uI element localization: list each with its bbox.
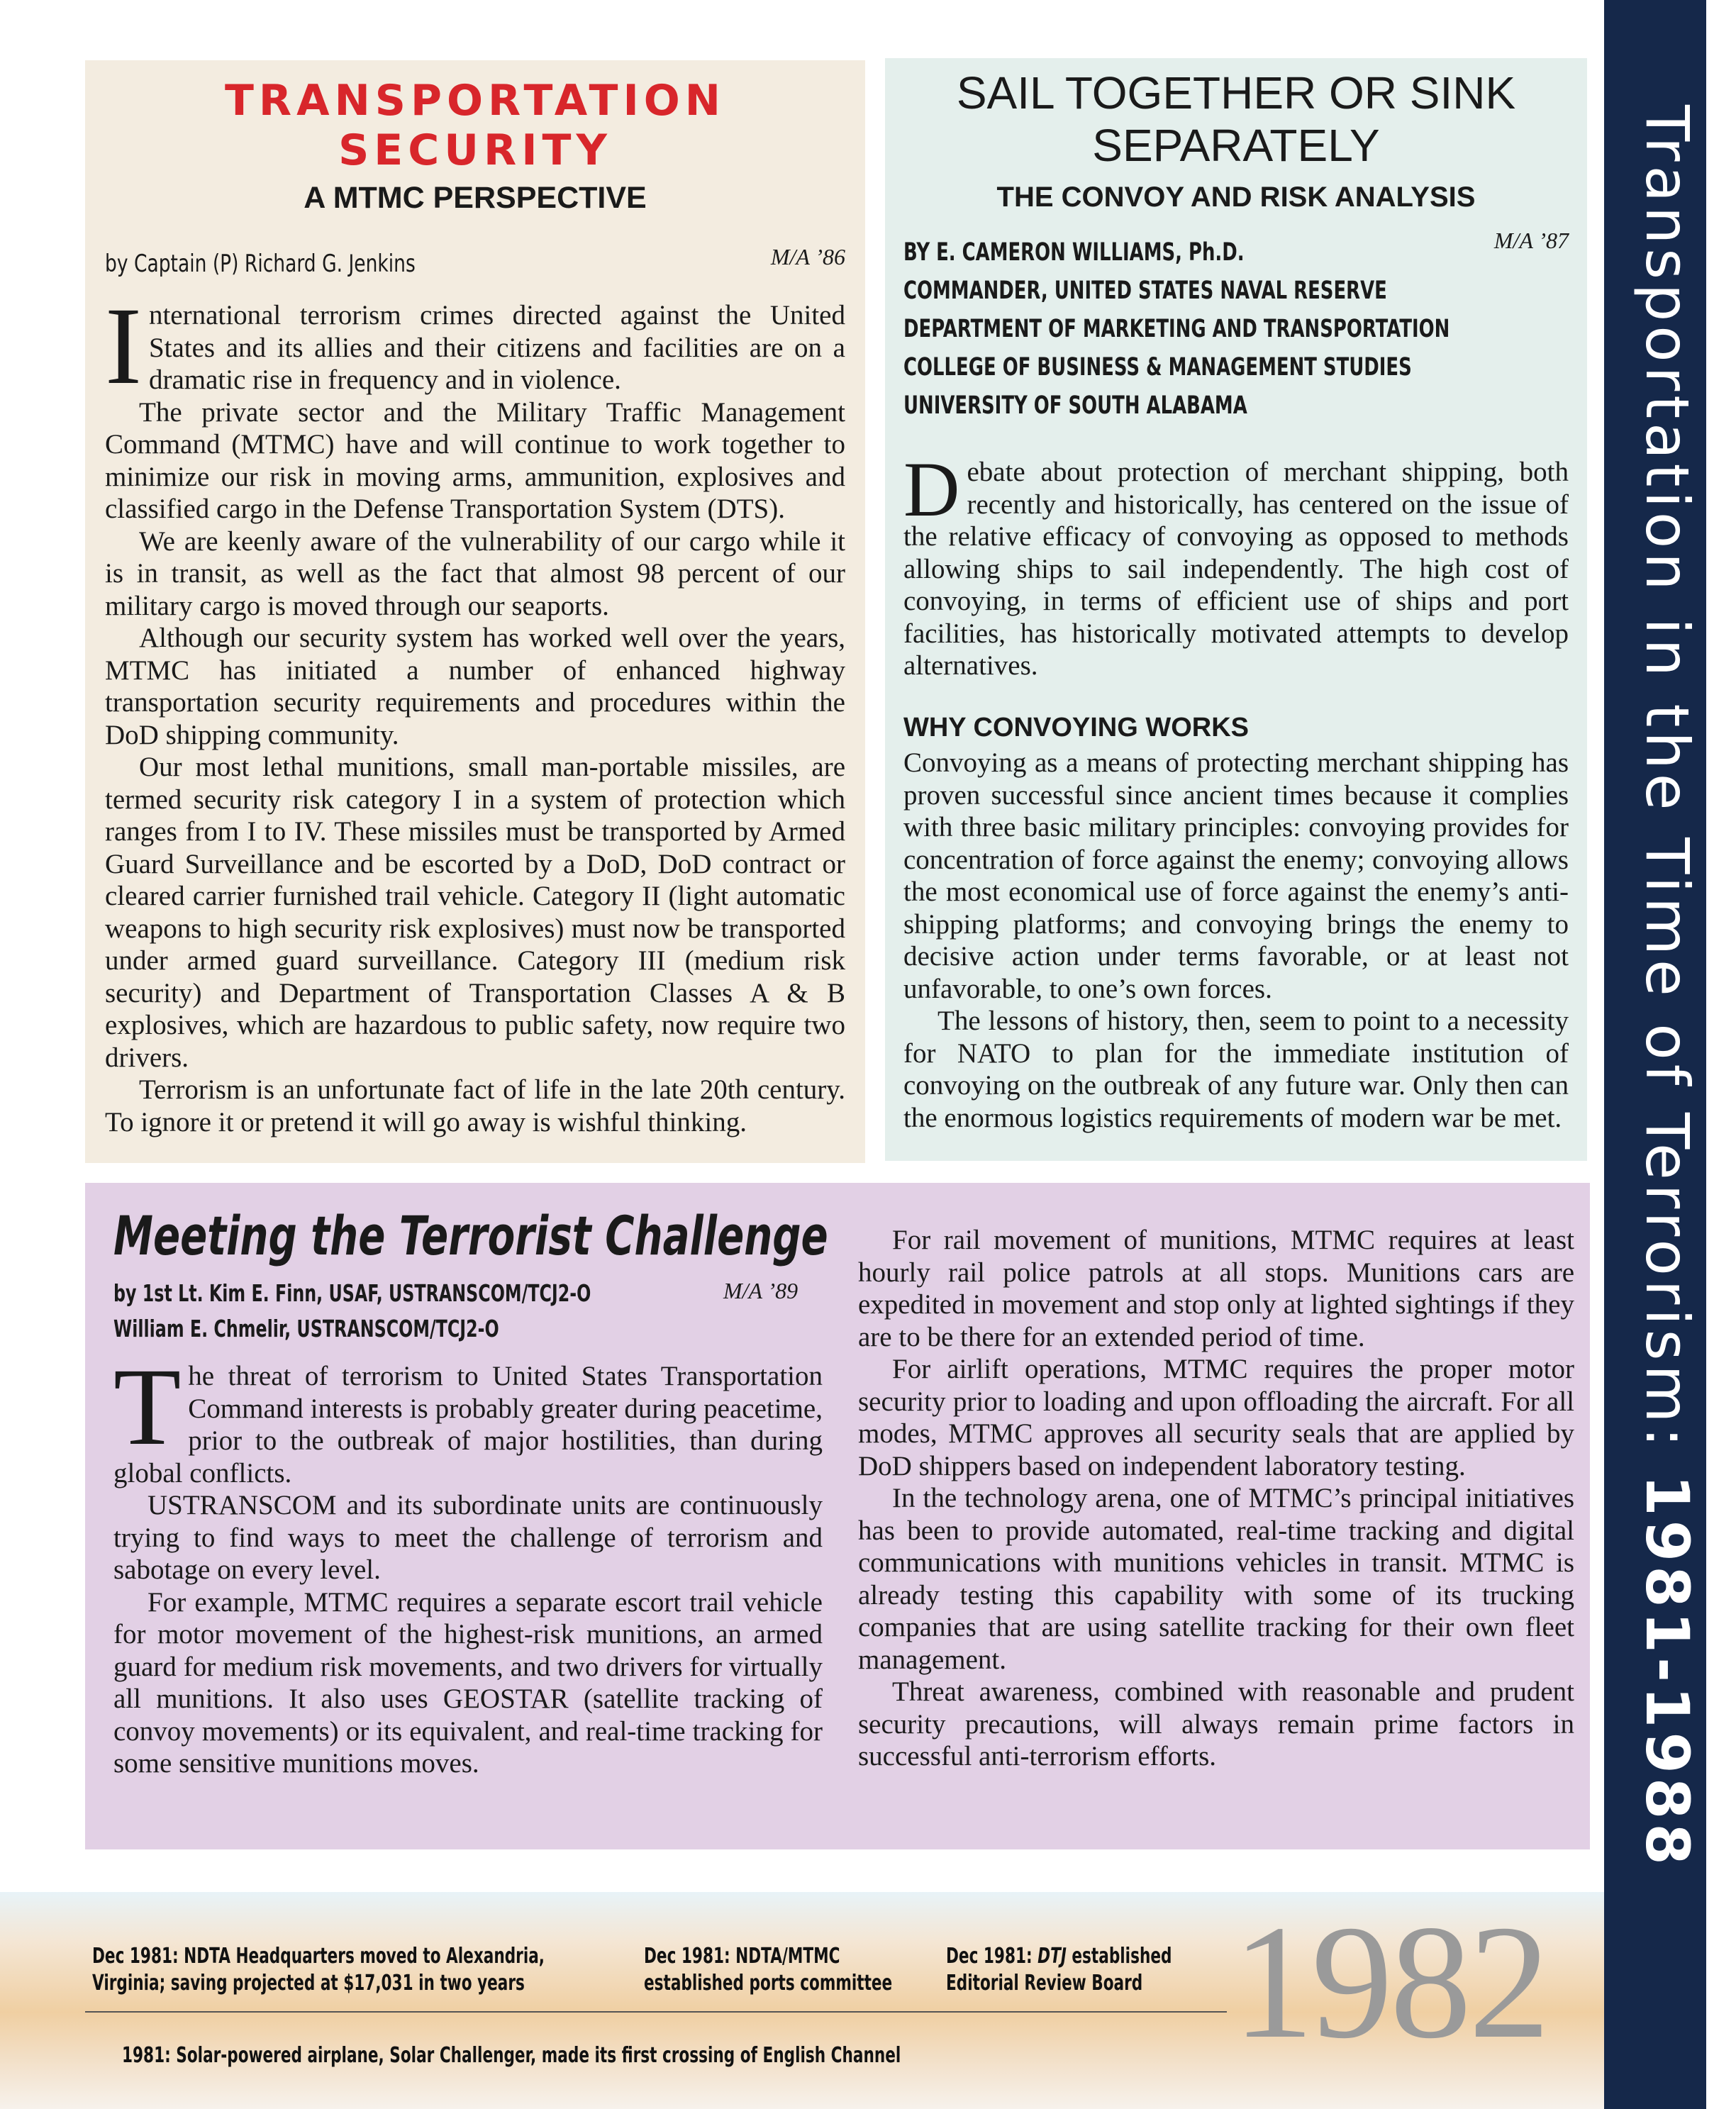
article-title: Meeting the Terrorist Challenge (113, 1204, 828, 1267)
section-title-text: Transportation in the Time of Terrorism: (1632, 105, 1702, 1475)
paragraph: For rail movement of munitions, MTMC requires at least hourly rail police patrols at all stops. Munitions cars are expedited in movement and stop only at lighted sightings if they are to be there for an extended period of time. (858, 1225, 1574, 1352)
author-credits (903, 228, 1569, 425)
article-transportation-security (85, 60, 865, 1163)
timeline-entry: Dec 1981: NDTA/MTMC established ports committee (644, 1944, 893, 1996)
paragraph: The private sector and the Military Traffic Management Command (MTMC) have and will continue to work together to minimize our risk in moving arms, ammunition, explosives and classified cargo in the Defense Transportation System (DTS). (105, 396, 845, 524)
article-column-left (113, 1345, 823, 1780)
article-byline: by 1st Lt. Kim E. Finn, USAF, USTRANSCOM/TCJ2-O (113, 1279, 591, 1307)
section-title (1632, 105, 1702, 1869)
article-subtitle: THE CONVOY AND RISK ANALYSIS (996, 182, 1476, 213)
article-body (903, 446, 1569, 1134)
drop-cap: D (903, 446, 960, 533)
article-title: TRANSPORTATION SECURITY (225, 76, 725, 175)
paragraph: Threat awareness, combined with reasonable and prudent security precautions, will always remain prime factors in successful anti-terrorism efforts. (858, 1676, 1574, 1771)
section-years: 1981-1988 (1632, 1474, 1702, 1869)
paragraph: In the technology arena, one of MTMC’s principal initiatives has been to provide automated, real-time tracking and digital communications with munitions vehicles in transit. MTMC is already testing this capability with some of its trucking companies that are using satellite tracking for their own fleet management. (858, 1483, 1574, 1675)
drop-cap: T (113, 1345, 182, 1468)
issue-date: M/A ’86 (770, 244, 845, 269)
title-line: SAIL TOGETHER OR SINK (956, 67, 1516, 118)
title-line: SEPARATELY (1092, 120, 1380, 171)
paragraph: International terrorism crimes directed against the United States and its allies and their citizens and facilities are on a dramatic rise in frequency and in violence. (105, 284, 845, 407)
issue-date: M/A ’89 (723, 1278, 799, 1303)
timeline-entry: 1981: Solar-powered airplane, Solar Challenger, made its first crossing of English Channel (122, 2043, 901, 2068)
paragraph: The lessons of history, then, seem to point to a necessity for NATO to plan for the immediate institution of convoying on the outbreak of any future war. Only then can the enormous logistics requirements of modern war be met. (903, 1006, 1569, 1133)
paragraph: We are keenly aware of the vulnerability of our cargo while it is in transit, as well as the fact that almost 98 percent of our military cargo is moved through our seaports. (105, 525, 845, 621)
paragraph: Debate about protection of merchant shipping, both recently and historically, has centered on the issue of the relative efficacy of convoying as opposed to methods allowing ships to sail independently. The high cost of convoying, in terms of efficient use of ships and port facilities, has historically motivated attempts to develop alternatives. (903, 446, 1569, 681)
paragraph: Terrorism is an unfortunate fact of life in the late 20th century. To ignore it or pretend it will go away is wishful thinking. (105, 1074, 845, 1137)
timeline-entry: Dec 1981: NDTA Headquarters moved to Alexandria, Virginia; saving projected at $17,031 in two years (92, 1944, 545, 1996)
paragraph: For example, MTMC requires a separate escort trail vehicle for motor movement of the highest-risk munitions, an armed guard for medium risk movements, and two drivers for virtually all munitions. It also uses GEOSTAR (satellite tracking of convoy movements) or its equivalent, and real-time tracking for some sensitive munitions moves. (113, 1586, 823, 1779)
article-subtitle: A MTMC PERSPECTIVE (304, 181, 647, 215)
paragraph: For airlift operations, MTMC requires the proper motor security prior to loading and upon offloading the aircraft. For all modes, MTMC approves all security seals that are applied by DoD shippers based on independent laboratory testing. (858, 1354, 1574, 1481)
article-column-right (858, 1224, 1574, 1773)
article-title (903, 67, 1569, 172)
drop-cap: I (105, 284, 142, 407)
article-sail-together (885, 58, 1587, 1161)
credit-line: COLLEGE OF BUSINESS & MANAGEMENT STUDIES (903, 353, 1412, 382)
paragraph: The threat of terrorism to United States Transportation Command interests is probably greater during peacetime, prior to the outbreak of major hostilities, than during global conflicts. (113, 1345, 823, 1488)
credit-line: UNIVERSITY OF SOUTH ALABAMA (903, 391, 1247, 420)
article-body (105, 284, 845, 1138)
article-byline: William E. Chmelir, USTRANSCOM/TCJ2-O (113, 1315, 499, 1342)
credit-line: COMMANDER, UNITED STATES NAVAL RESERVE (903, 277, 1387, 305)
paragraph: Convoying as a means of protecting merchant shipping has proven successful since ancient times because it complies with three basic military principles: convoying provides for concentration of force against the enemy; convoying allows the most economical use of force against the enemy’s anti-shipping platforms; and convoying brings the enemy to decisive action under terms favorable, or at least not unfavorable, to one’s own forces. (903, 747, 1569, 1004)
credit-line: BY E. CAMERON WILLIAMS, Ph.D. (903, 238, 1245, 267)
timeline-divider (85, 2011, 1227, 2013)
issue-date: M/A ’87 (1493, 228, 1569, 253)
article-byline: by Captain (P) Richard G. Jenkins (105, 250, 416, 278)
section-heading: WHY CONVOYING WORKS (903, 712, 1249, 742)
timeline-year: 1982 (1233, 1891, 1547, 2072)
paragraph: Our most lethal munitions, small man-portable missiles, are termed security risk category I in a system of protection which ranges from I to IV. These missiles must be transported by Armed Guard Surveillance and be escorted by a DoD, DoD contract or cleared carrier furnished trail vehicle. Category II (light automatic weapons to high security risk explosives) must now be transported under armed guard surveillance. Category III (medium risk security) and Department of Transportation Classes A & B explosives, which are hazardous to public safety, now require two drivers. (105, 752, 845, 1073)
section-side-banner (1604, 0, 1706, 2109)
paragraph: USTRANSCOM and its subordinate units are continuously trying to find ways to meet the challenge of terrorism and sabotage on every level. (113, 1490, 823, 1585)
article-meeting-terrorist-challenge (85, 1183, 1590, 1849)
timeline-entry: Dec 1981: DTJ established Editorial Review Board (946, 1944, 1172, 1996)
byline-row (105, 216, 845, 286)
paragraph: Although our security system has worked well over the years, MTMC has initiated a number of enhanced highway transportation security requirements and procedures within the DoD shipping community. (105, 623, 845, 750)
credit-line: DEPARTMENT OF MARKETING AND TRANSPORTATION (903, 315, 1450, 343)
